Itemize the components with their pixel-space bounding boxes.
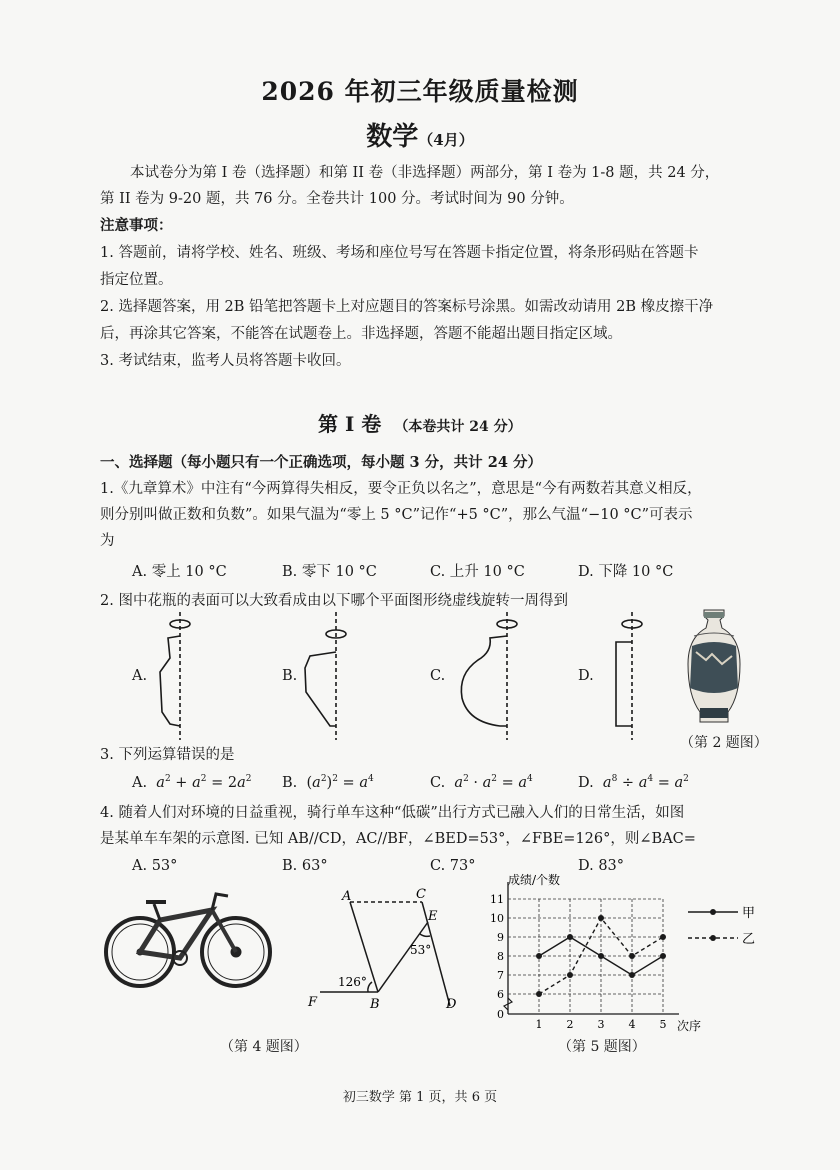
x-axis-label: 次序	[677, 1019, 702, 1032]
series-point-2	[536, 991, 542, 997]
series-point-1	[660, 953, 666, 959]
legend-marker-2	[710, 935, 716, 941]
exam-title: 2026 年初三年级质量检测	[261, 77, 579, 106]
q3-option-b: B. $(a^2)^2 = a^4$	[282, 774, 374, 791]
q2-label-b: B.	[282, 668, 298, 684]
q3-stem: 3. 下列运算错误的是	[100, 747, 235, 763]
y-tick-label: 9	[497, 931, 504, 944]
legend-label-1: 甲	[742, 906, 756, 921]
section-heading: 一、选择题（每小题只有一个正确选项，每小题 3 分，共计 24 分）	[100, 454, 542, 471]
legend-marker-1	[710, 909, 716, 915]
note-1a: 1. 答题前，请将学校、姓名、班级、考场和座位号写在答题卡指定位置，将条形码贴在答题卡	[100, 245, 699, 261]
subject-name: 数学	[366, 122, 419, 152]
q3-label-c: C.	[430, 774, 446, 791]
q2-label-c: C.	[430, 668, 446, 684]
y-tick-label: 8	[497, 950, 504, 963]
q4-line1: 4. 随着人们对环境的日益重视，骑行单车这种“低碳”出行方式已融入人们的日常生活，如图	[100, 805, 685, 821]
q4-option-a: A. 53°	[132, 858, 178, 874]
q1-option-a: A. 零上 10 °C	[132, 564, 227, 580]
q2-shape-d	[616, 612, 642, 740]
intro-line2: 第 II 卷为 9-20 题，共 76 分。全卷共计 100 分。考试时间为 90 分钟。	[100, 191, 574, 207]
volume-score: （本卷共计 24 分）	[394, 419, 522, 435]
series-point-2	[660, 934, 666, 940]
q4-caption: （第 4 题图）	[220, 1039, 308, 1055]
bicycle-image	[100, 890, 280, 1000]
q4-option-c: C. 73°	[430, 858, 476, 874]
series-point-2	[598, 915, 604, 921]
q3-label-b: B.	[282, 774, 298, 791]
series-point-1	[536, 953, 542, 959]
note-2b: 后，再涂其它答案，不能答在试题卷上。非选择题，答题不能超出题目指定区域。	[100, 326, 622, 342]
q4-geometry-figure	[300, 882, 470, 1012]
q2-shapes	[140, 612, 660, 742]
point-f-label: F	[308, 995, 318, 1010]
q3-option-a: A. $a^2 + a^2 = 2a^2$	[132, 774, 252, 791]
y-axis-label: 成绩/个数	[508, 873, 561, 887]
note-2a: 2. 选择题答案，用 2B 铅笔把答题卡上对应题目的答案标号涂黑。如需改动请用 2B 橡皮擦干净	[100, 299, 714, 315]
q2-caption: （第 2 题图）	[680, 735, 768, 751]
y-tick-label: 6	[497, 988, 504, 1001]
series-point-2	[567, 972, 573, 978]
q1-line1: 1.《九章算术》中注有“今两算得失相反，要令正负以名之”，意思是“今有两数若其意义相反，	[100, 481, 702, 497]
volume-heading	[318, 408, 522, 437]
q1-option-d: D. 下降 10 °C	[578, 564, 674, 580]
page-footer: 初三数学 第 1 页，共 6 页	[342, 1090, 498, 1105]
q4-line2: 是某单车车架的示意图. 已知 AB//CD，AC//BF，∠BED=53°，∠FBE=126°，则∠BAC=	[100, 831, 696, 847]
subject-title	[0, 116, 840, 153]
q1-line3: 为	[100, 533, 115, 549]
q1-option-b: B. 零下 10 °C	[282, 564, 377, 580]
vase-image	[682, 608, 746, 726]
point-a-label: A	[342, 889, 352, 904]
q2-shape-b	[305, 612, 346, 740]
legend-label-2: 乙	[742, 932, 756, 947]
series-point-2	[629, 953, 635, 959]
q3-label-d: D.	[578, 774, 594, 791]
q2-label-d: D.	[578, 668, 594, 684]
subject-month: （4月）	[418, 131, 474, 149]
q3-label-a: A.	[132, 774, 148, 791]
note-3: 3. 考试结束，监考人员将答题卡收回。	[100, 353, 351, 369]
series-point-1	[598, 953, 604, 959]
x-tick-label: 4	[628, 1018, 636, 1031]
note-1b: 指定位置。	[100, 272, 173, 288]
point-c-label: C	[416, 887, 426, 902]
angle-126-label: 126°	[338, 975, 367, 989]
q3-option-d: D. $a^8 \div a^4 = a^2$	[578, 774, 689, 791]
volume-title: 第 I 卷	[318, 412, 382, 436]
point-b-label: B	[370, 997, 380, 1012]
q5-line-chart	[488, 872, 768, 1032]
q3-option-c: C. $a^2 \cdot a^2 = a^4$	[430, 774, 533, 791]
angle-53-label: 53°	[410, 943, 432, 957]
x-tick-label: 3	[597, 1018, 605, 1031]
q5-caption: （第 5 题图）	[558, 1039, 646, 1055]
y-tick-label: 11	[490, 893, 504, 906]
y-tick-label: 10	[490, 912, 504, 925]
x-tick-label: 2	[566, 1018, 574, 1031]
q4-option-d: D. 83°	[578, 858, 625, 874]
y-tick-label: 0	[497, 1008, 504, 1021]
q2-shape-a	[160, 612, 190, 740]
q2-stem: 2. 图中花瓶的表面可以大致看成由以下哪个平面图形绕虚线旋转一周得到	[100, 593, 568, 609]
q2-shape-c	[461, 612, 517, 740]
q4-option-b: B. 63°	[282, 858, 328, 874]
y-tick-label: 7	[497, 969, 504, 982]
q2-label-a: A.	[132, 668, 148, 684]
q1-option-c: C. 上升 10 °C	[430, 564, 525, 580]
x-tick-label: 5	[659, 1018, 667, 1031]
intro-line1: 本试卷分为第 I 卷（选择题）和第 II 卷（非选择题）两部分，第 I 卷为 1-8 题，共 24 分，	[130, 165, 720, 181]
point-d-label: D	[446, 997, 457, 1012]
series-point-1	[567, 934, 573, 940]
x-tick-label: 1	[535, 1018, 543, 1031]
point-e-label: E	[428, 909, 438, 924]
q1-line2: 则分别叫做正数和负数”。如果气温为“零上 5 °C”记作“+5 °C”，那么气温“−10 °C”可表示	[100, 507, 693, 523]
notes-heading: 注意事项：	[100, 217, 173, 234]
series-point-1	[629, 972, 635, 978]
